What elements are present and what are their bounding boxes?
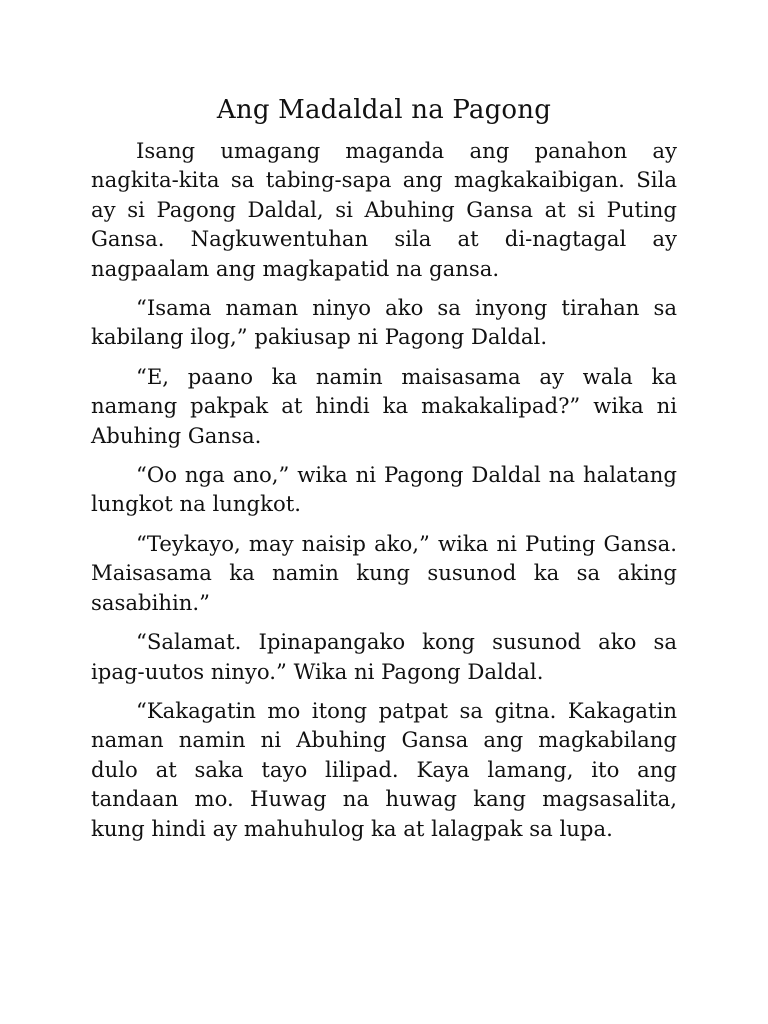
paragraph-2: “Isama naman ninyo ako sa inyong tirahan sa kabilang ilog,” pakiusap ni Pagong Daldal. (91, 295, 677, 350)
paragraph-5: “Teykayo, may naisip ako,” wika ni Puting Gansa. Maisasama ka namin kung susunod ka sa aking sasabihin.” (91, 530, 677, 615)
paragraph-1: Isang umagang maganda ang panahon ay nagkita-kita sa tabing-sapa ang magkakaibigan. Sila ay si Pagong Daldal, si Abuhing Gansa at si Puting Gansa. Nagkuwentuhan sila at di-nagtagal ay nagpaalam ang magkapatid na gansa. (91, 138, 677, 281)
story-title: Ang Madaldal na Pagong (216, 95, 552, 125)
paragraph-7: “Kakagatin mo itong patpat sa gitna. Kakagatin naman namin ni Abuhing Gansa ang magkabilang dulo at saka tayo lilipad. Kaya lamang, ito ang tandaan mo. Huwag na huwag kang magsasalita, kung hindi ay mahuhulog ka at lalagpak sa lupa. (91, 697, 677, 841)
paragraph-6: “Salamat. Ipinapangako kong susunod ako sa ipag-uutos ninyo.” Wika ni Pagong Daldal. (91, 629, 677, 684)
paragraph-3: “E, paano ka namin maisasama ay wala ka namang pakpak at hindi ka makakalipad?” wika ni Abuhing Gansa. (91, 363, 677, 448)
paragraph-4: “Oo nga ano,” wika ni Pagong Daldal na halatang lungkot na lungkot. (91, 462, 677, 517)
